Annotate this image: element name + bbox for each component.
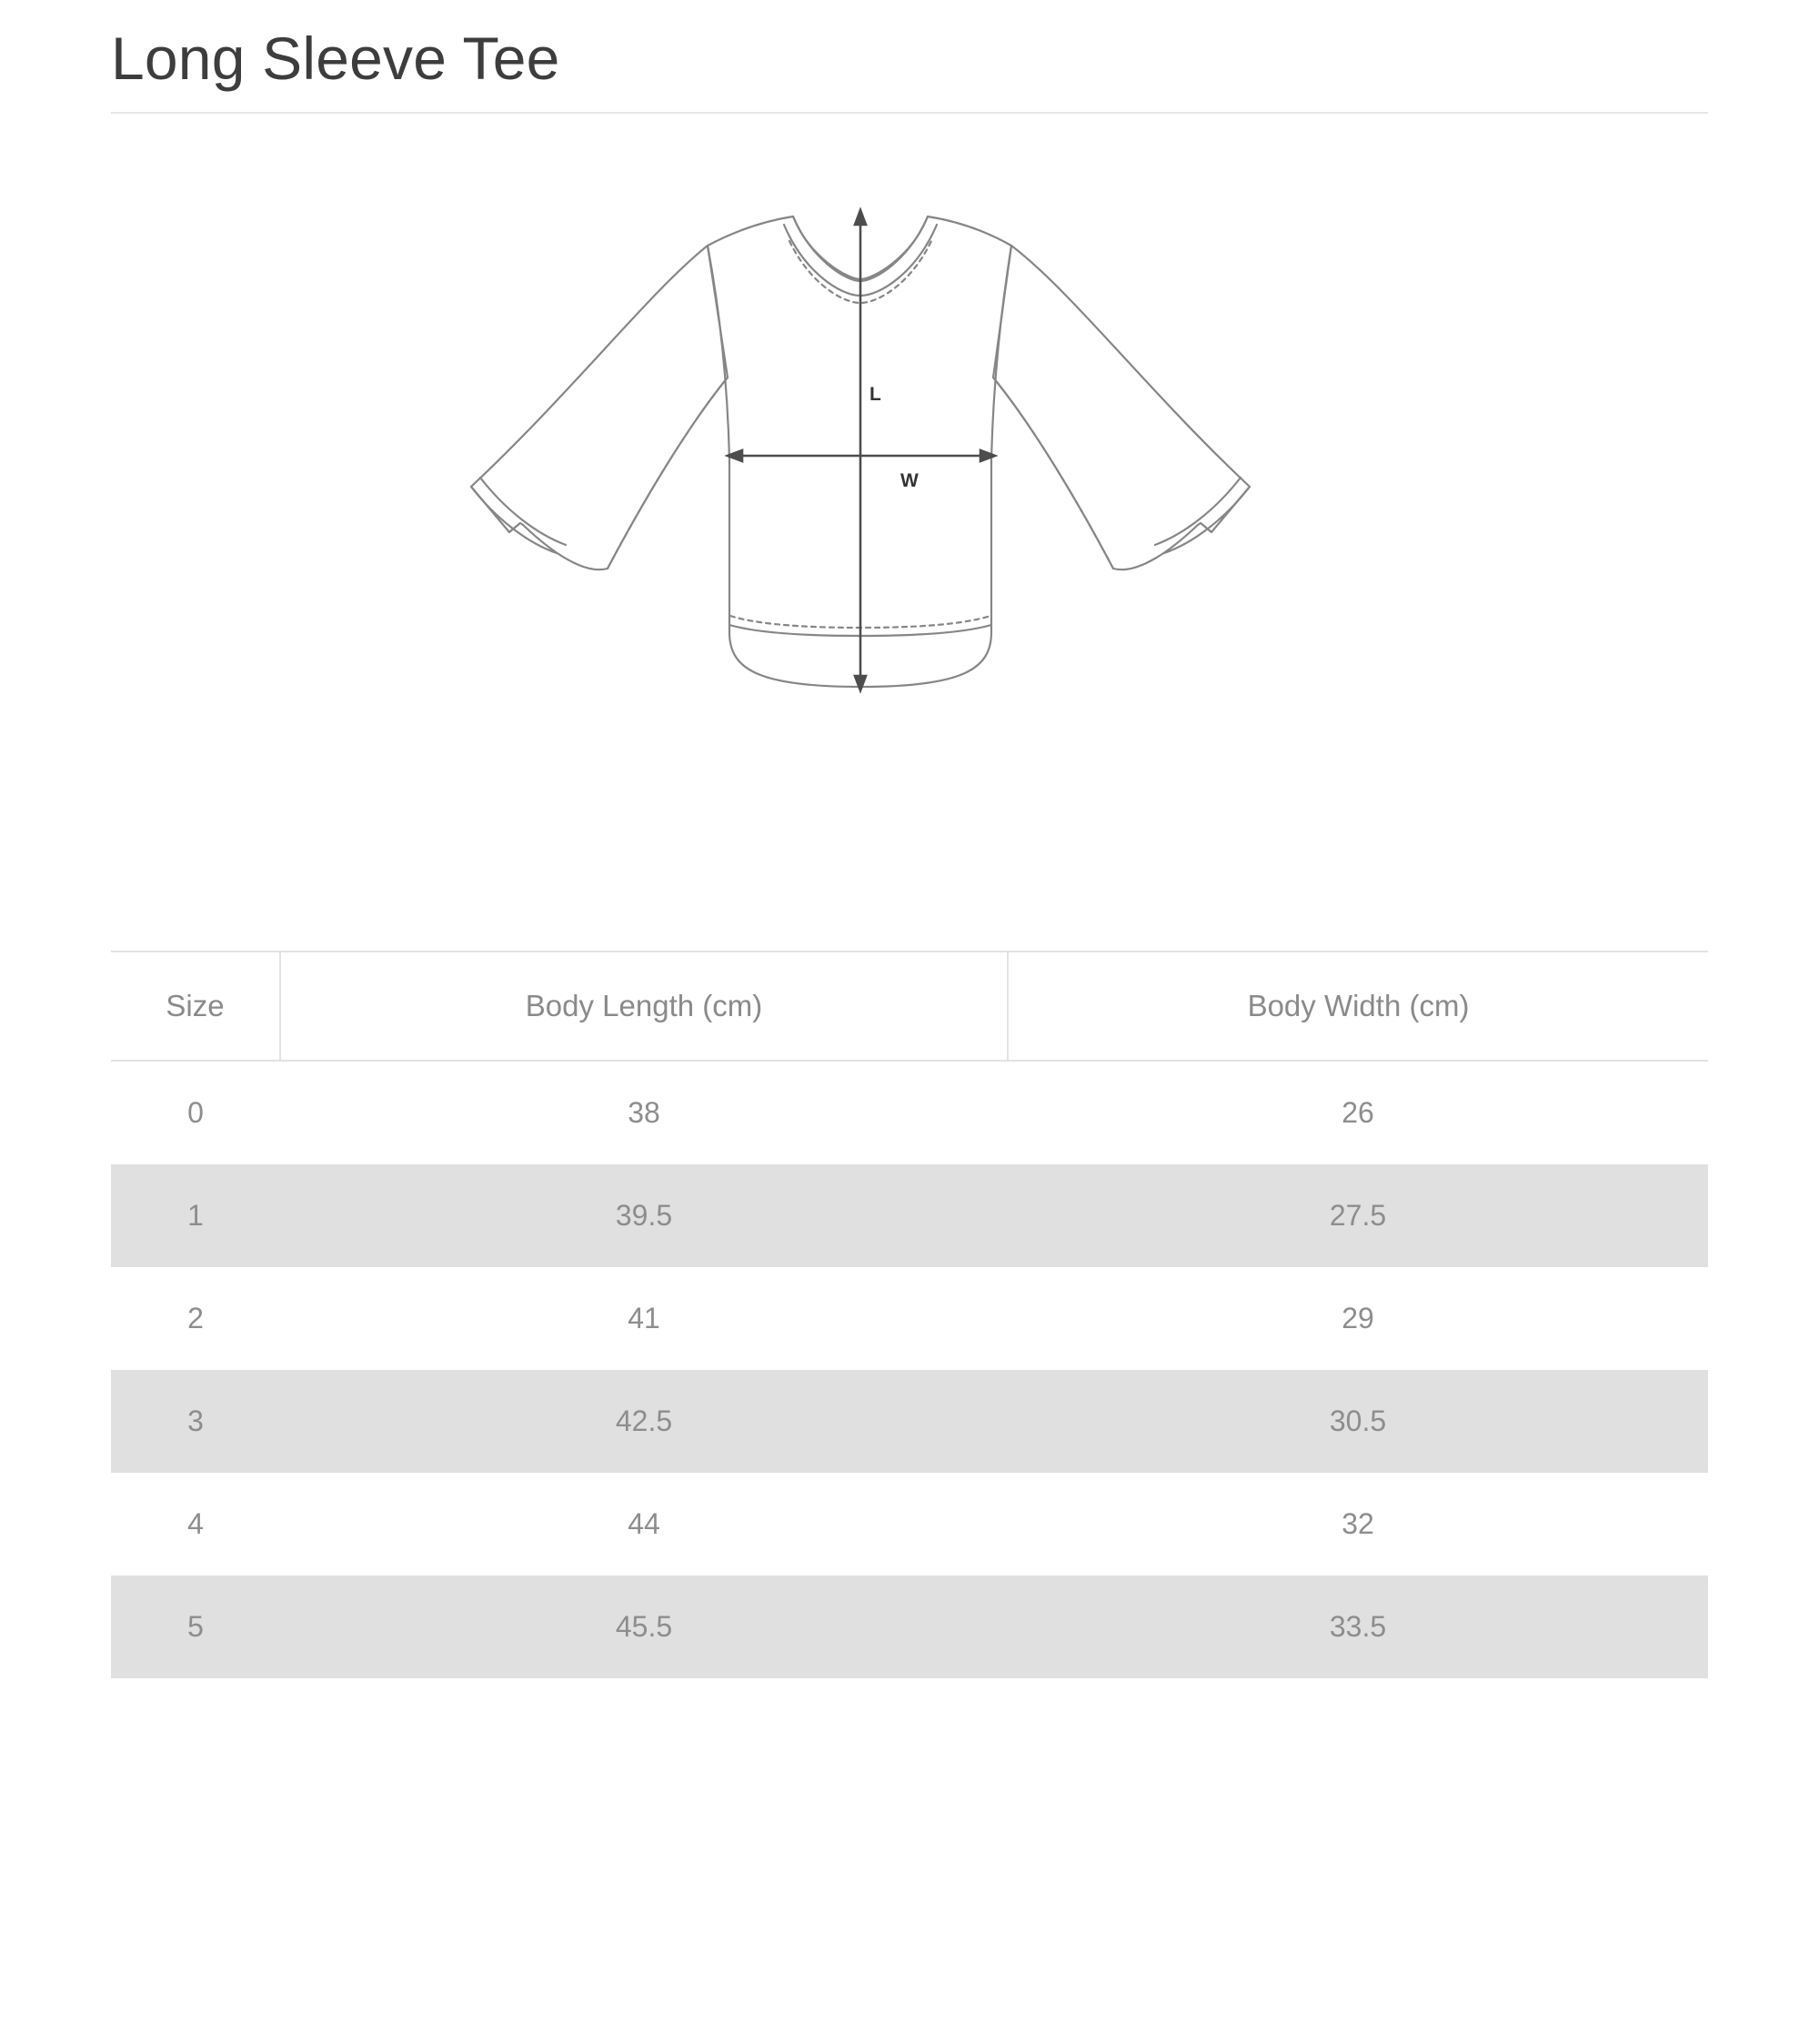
cell-size: 1 [111,1164,280,1267]
table-row [111,1164,1708,1267]
table-row [111,1576,1708,1678]
page-title-section [111,0,1708,114]
column-header-body-width: Body Width (cm) [1008,952,1708,1061]
cell-body-width: 26 [1342,1095,1374,1129]
table-header-row [111,952,1708,1061]
cell-body-length: 38 [628,1095,660,1129]
table-header [111,952,1708,1061]
column-header-size: Size [111,952,280,1061]
cell-body-width: 33.5 [1008,1576,1708,1678]
cell-size: 4 [187,1506,204,1540]
table-row [111,1370,1708,1473]
measurement-lines [728,210,995,690]
width-label: W [900,469,919,491]
cell-size: 2 [187,1301,204,1334]
table-body [111,1061,1708,1678]
column-header-body-length: Body Length (cm) [280,952,1008,1061]
cell-body-width: 29 [1342,1301,1374,1334]
cell-size: 0 [187,1095,204,1129]
garment-diagram [111,114,1708,951]
table-row [111,1267,1708,1370]
table-row [111,1061,1708,1164]
cell-body-width: 32 [1342,1506,1374,1540]
size-chart-table [111,951,1708,1678]
page-title: Long Sleeve Tee [111,25,560,92]
cell-size: 3 [111,1370,280,1473]
cell-body-length: 41 [628,1301,660,1334]
tee-illustration-svg [455,205,1364,860]
cell-body-width: 30.5 [1008,1370,1708,1473]
cell-body-length: 39.5 [280,1164,1008,1267]
length-label: L [869,383,881,405]
cell-body-width: 27.5 [1008,1164,1708,1267]
cell-size: 5 [111,1576,280,1678]
cell-body-length: 42.5 [280,1370,1008,1473]
cell-body-length: 45.5 [280,1576,1008,1678]
cell-body-length: 44 [628,1506,660,1540]
table-row [111,1473,1708,1576]
